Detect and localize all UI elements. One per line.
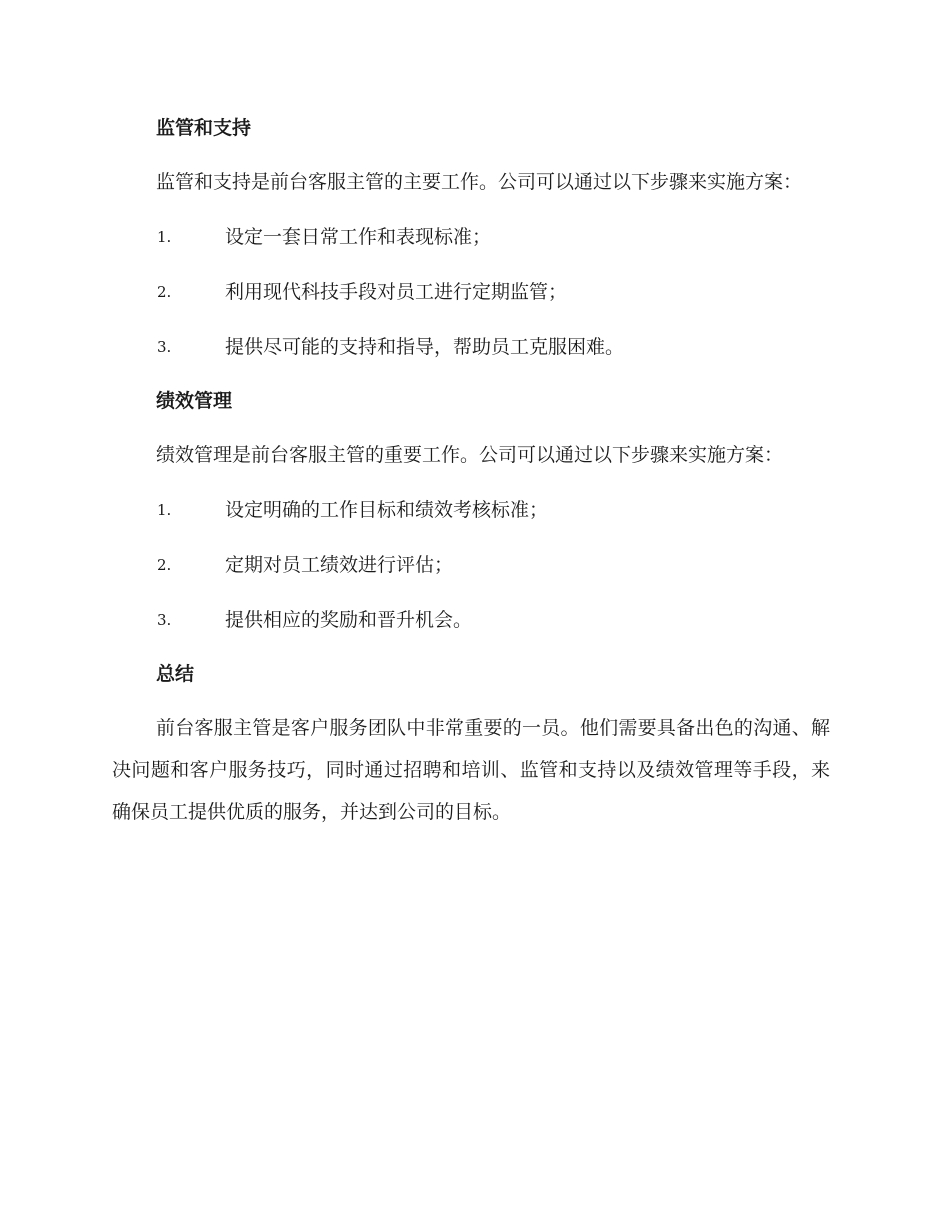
list-item-text: 提供尽可能的支持和指导，帮助员工克服困难。 (225, 336, 625, 358)
steps-list-supervision (112, 216, 830, 368)
list-item (112, 489, 830, 531)
section-paragraph-supervision: 监管和支持是前台客服主管的主要工作。公司可以通过以下步骤来实施方案： (156, 171, 803, 193)
list-item (112, 326, 830, 368)
list-item-number: 3. (157, 611, 172, 629)
list-item (112, 216, 830, 258)
section-heading-summary: 总结 (156, 663, 195, 685)
list-item-number: 2. (157, 283, 172, 301)
list-item (112, 271, 830, 313)
list-item (112, 544, 830, 586)
list-item (112, 599, 830, 641)
list-item-number: 1. (157, 501, 172, 519)
section-heading-supervision: 监管和支持 (156, 117, 252, 139)
list-item-text: 利用现代科技手段对员工进行定期监管； (225, 281, 568, 303)
section-heading-performance: 绩效管理 (156, 390, 233, 412)
list-item-text: 定期对员工绩效进行评估； (225, 554, 454, 576)
list-item-text: 设定一套日常工作和表现标准； (225, 226, 492, 248)
list-item-number: 1. (157, 228, 172, 246)
section-paragraph-summary: 前台客服主管是客户服务团队中非常重要的一员。他们需要具备出色的沟通、解决问题和客户服务技巧，同时通过招聘和培训、监管和支持以及绩效管理等手段，来确保员工提供优质的服务，并达到公司的目标。 (112, 717, 830, 823)
list-item-text: 提供相应的奖励和晋升机会。 (225, 609, 473, 631)
list-item-number: 3. (157, 338, 172, 356)
section-paragraph-performance: 绩效管理是前台客服主管的重要工作。公司可以通过以下步骤来实施方案： (156, 444, 784, 466)
document-body (112, 108, 830, 846)
list-item-number: 2. (157, 556, 172, 574)
list-item-text: 设定明确的工作目标和绩效考核标准； (225, 499, 549, 521)
steps-list-performance (112, 489, 830, 641)
